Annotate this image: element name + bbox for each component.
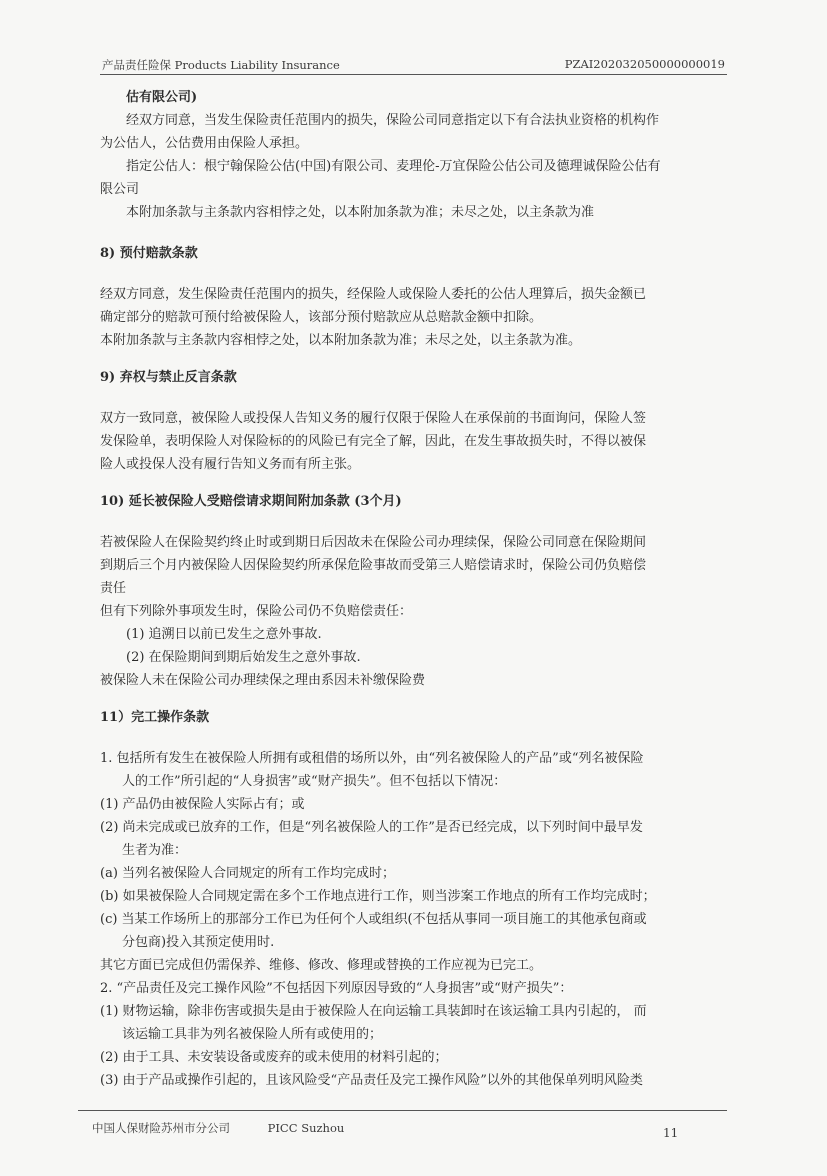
list-item: (c) 当某工作场所上的那部分工作已为任何个人或组织(不包括从事同一项目施工的其他承包商或 <box>100 912 647 927</box>
text-line: 到期后三个月内被保险人因保险契约所承保危险事故而受第三人赔偿请求时，保险公司仍负赔偿 <box>100 558 647 573</box>
text-line: 人的工作”所引起的“人身损害”或“财产损失”。但不包括以下情况： <box>122 774 507 789</box>
text-line: 被保险人未在保险公司办理续保之理由系因未补缴保险费 <box>100 673 426 688</box>
text-line: 估有限公司) <box>126 90 198 105</box>
list-item: (1) 产品仍由被保险人实际占有；或 <box>100 797 305 812</box>
section-heading-11: 11）完工操作条款 <box>100 710 210 725</box>
clause-8-body <box>100 283 727 352</box>
header-divider <box>100 74 727 75</box>
list-item: (1) 财物运输，除非伤害或损失是由于被保险人在向运输工具装卸时在该运输工具内引起的， 而 <box>100 1004 647 1019</box>
text-line: 为公估人，公估费用由保险人承担。 <box>100 136 309 151</box>
list-item: (1) 追溯日以前已发生之意外事故. <box>126 627 322 642</box>
list-item: (2) 尚未完成或已放弃的工作，但是“列名被保险人的工作”是否已经完成，以下列时间中最早发 <box>100 820 643 835</box>
header-product-title: 产品责任险保 Products Liability Insurance <box>102 58 340 72</box>
clause-9-body <box>100 407 727 476</box>
text-line: 险人或投保人没有履行告知义务而有所主张。 <box>100 457 361 472</box>
footer-company: 中国人保财险苏州市分公司 <box>92 1121 230 1135</box>
section-heading-9: 9) 弃权与禁止反言条款 <box>100 370 237 385</box>
document-body <box>100 86 727 1092</box>
text-line: 本附加条款与主条款内容相悖之处，以本附加条款为准；未尽之处，以主条款为准。 <box>100 333 582 348</box>
page-number: 11 <box>663 1126 679 1140</box>
text-line: 责任 <box>100 581 127 596</box>
text-line: 若被保险人在保险契约终止时或到期日后因故未在保险公司办理续保，保险公司同意在保险期间 <box>100 535 647 550</box>
header-policy-number: PZAI202032050000000019 <box>564 57 725 71</box>
clause-11-body <box>100 747 727 1092</box>
section-heading-8: 8) 预付赔款条款 <box>100 246 198 261</box>
clause-7-continuation <box>100 86 727 224</box>
text-line: 经双方同意，发生保险责任范围内的损失，经保险人或保险人委托的公估人理算后，损失金额已 <box>100 287 647 302</box>
text-line: 发保险单，表明保险人对保险标的的风险已有完全了解，因此，在发生事故损失时，不得以被保 <box>100 434 647 449</box>
page-header <box>102 57 725 73</box>
clause-10-body <box>100 531 727 692</box>
text-line: 其它方面已完成但仍需保养、维修、修改、修理或替换的工作应视为已完工。 <box>100 958 543 973</box>
text-line: 指定公估人：根宁翰保险公估(中国)有限公司、麦理伦-万宜保险公估公司及德理诚保险公估有 <box>126 159 661 174</box>
footer-divider <box>78 1110 727 1111</box>
text-line: 但有下列除外事项发生时，保险公司仍不负赔偿责任： <box>100 604 413 619</box>
text-line: 该运输工具非为列名被保险人所有或使用的； <box>122 1027 383 1042</box>
list-item: (2) 由于工具、未安装设备或废弃的或未使用的材料引起的； <box>100 1050 448 1065</box>
text-line: 双方一致同意，被保险人或投保人告知义务的履行仅限于保险人在承保前的书面询问，保险人签 <box>100 411 647 426</box>
footer-brand: PICC Suzhou <box>267 1121 345 1135</box>
list-item: 1. 包括所有发生在被保险人所拥有或租借的场所以外，由“列名被保险人的产品”或“列名被保险 <box>100 751 644 766</box>
list-item: (b) 如果被保险人合同规定需在多个工作地点进行工作，则当涉案工作地点的所有工作均完成时； <box>100 889 656 904</box>
text-line: 分包商)投入其预定使用时. <box>122 935 275 950</box>
page-footer <box>92 1120 344 1136</box>
list-item: (2) 在保险期间到期后始发生之意外事故. <box>126 650 361 665</box>
text-line: 确定部分的赔款可预付给被保险人，该部分预付赔款应从总赔款金额中扣除。 <box>100 310 543 325</box>
section-heading-10: 10) 延长被保险人受赔偿请求期间附加条款 (3个月) <box>100 494 402 509</box>
text-line: 限公司 <box>100 182 140 197</box>
text-line: 本附加条款与主条款内容相悖之处，以本附加条款为准；未尽之处，以主条款为准 <box>126 205 595 220</box>
list-item: 2. “产品责任及完工操作风险”不包括因下列原因导致的“人身损害”或“财产损失”： <box>100 981 573 996</box>
list-item: (a) 当列名被保险人合同规定的所有工作均完成时； <box>100 866 396 881</box>
list-item: (3) 由于产品或操作引起的，且该风险受“产品责任及完工操作风险”以外的其他保单列明风险类 <box>100 1073 643 1088</box>
text-line: 生者为准： <box>122 843 188 858</box>
text-line: 经双方同意，当发生保险责任范围内的损失，保险公司同意指定以下有合法执业资格的机构作 <box>126 113 660 128</box>
